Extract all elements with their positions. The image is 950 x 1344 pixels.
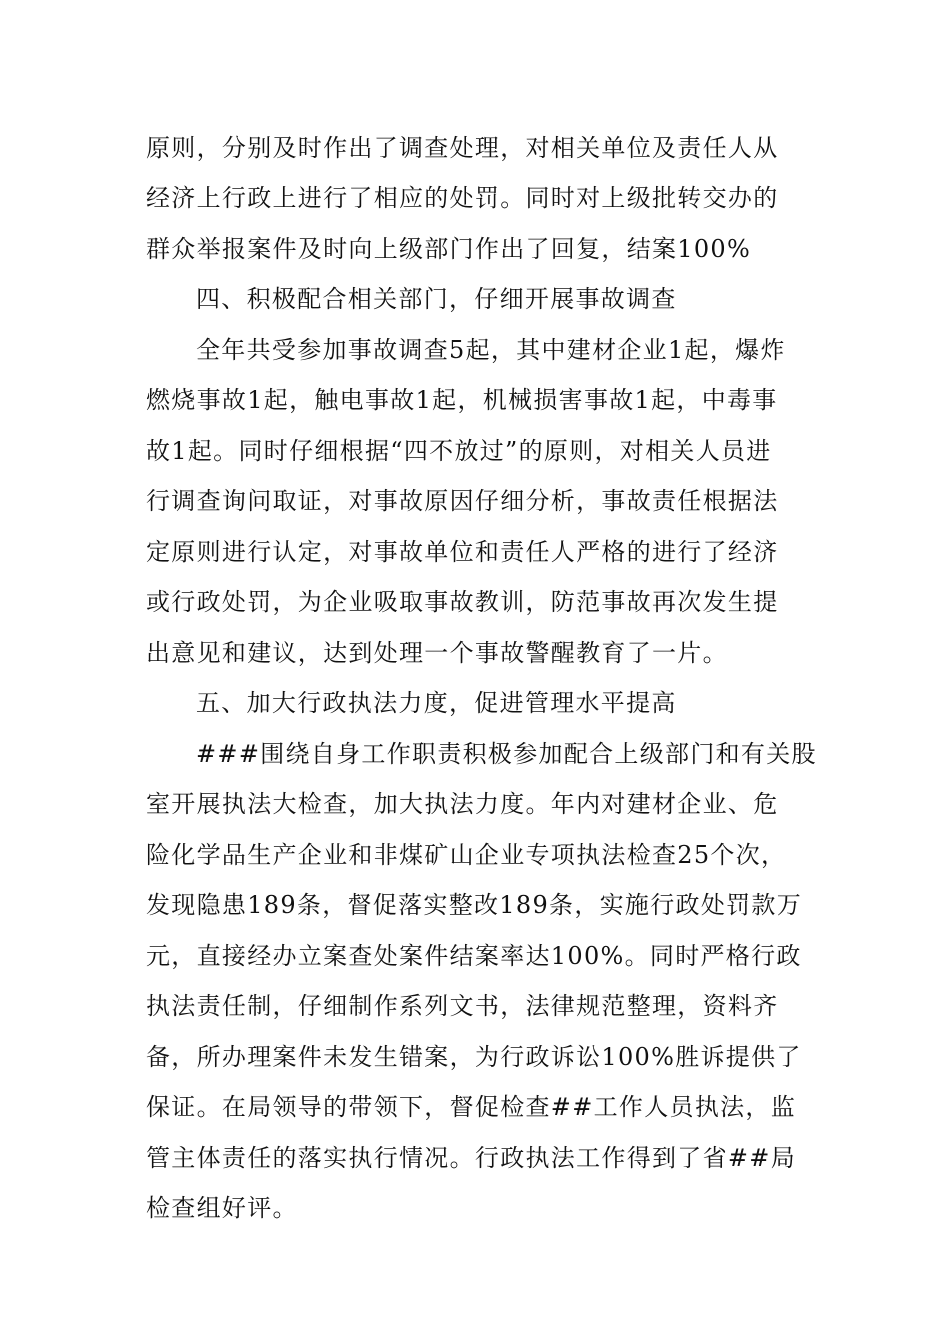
body-text-line: 燃烧事故1起，触电事故1起，机械损害事故1起，中毒事	[146, 386, 778, 414]
body-text-line: 全年共受参加事故调查5起，其中建材企业1起，爆炸	[196, 336, 786, 364]
body-text-line: 出意见和建议，达到处理一个事故警醒教育了一片。	[146, 639, 728, 667]
body-text-line: 发现隐患189条，督促落实整改189条，实施行政处罚款万	[146, 891, 803, 919]
body-text-line: 群众举报案件及时向上级部门作出了回复，结案100%	[146, 235, 752, 263]
body-text-line: 室开展执法大检查，加大执法力度。年内对建材企业、危	[146, 790, 779, 818]
body-text-line: 险化学品生产企业和非煤矿山企业专项执法检查25个次，	[146, 841, 787, 869]
body-text-line: 经济上行政上进行了相应的处罚。同时对上级批转交办的	[146, 184, 779, 212]
body-text-line: 原则，分别及时作出了调查处理，对相关单位及责任人从	[146, 134, 779, 162]
section-heading-5: 五、加大行政执法力度，促进管理水平提高	[196, 689, 677, 717]
body-text-line: 保证。在局领导的带领下，督促检查##工作人员执法，监	[146, 1093, 797, 1121]
body-text-line: 定原则进行认定，对事故单位和责任人严格的进行了经济	[146, 538, 779, 566]
body-text-line: 行调查询问取证，对事故原因仔细分析，事故责任根据法	[146, 487, 779, 515]
section-heading-4: 四、积极配合相关部门，仔细开展事故调查	[196, 285, 677, 313]
body-text-line: 故1起。同时仔细根据“四不放过”的原则，对相关人员进	[146, 437, 772, 465]
body-text-line: 或行政处罚，为企业吸取事故教训，防范事故再次发生提	[146, 588, 779, 616]
body-text-line: 备，所办理案件未发生错案，为行政诉讼100%胜诉提供了	[146, 1043, 802, 1071]
body-text-line: 执法责任制，仔细制作系列文书，法律规范整理，资料齐	[146, 992, 779, 1020]
body-text-line: 检查组好评。	[146, 1194, 298, 1222]
body-text-line: ###围绕自身工作职责积极参加配合上级部门和有关股	[196, 740, 817, 768]
body-text-line: 管主体责任的落实执行情况。行政执法工作得到了省##局	[146, 1144, 797, 1172]
body-text-line: 元，直接经办立案查处案件结案率达100%。同时严格行政	[146, 942, 802, 970]
